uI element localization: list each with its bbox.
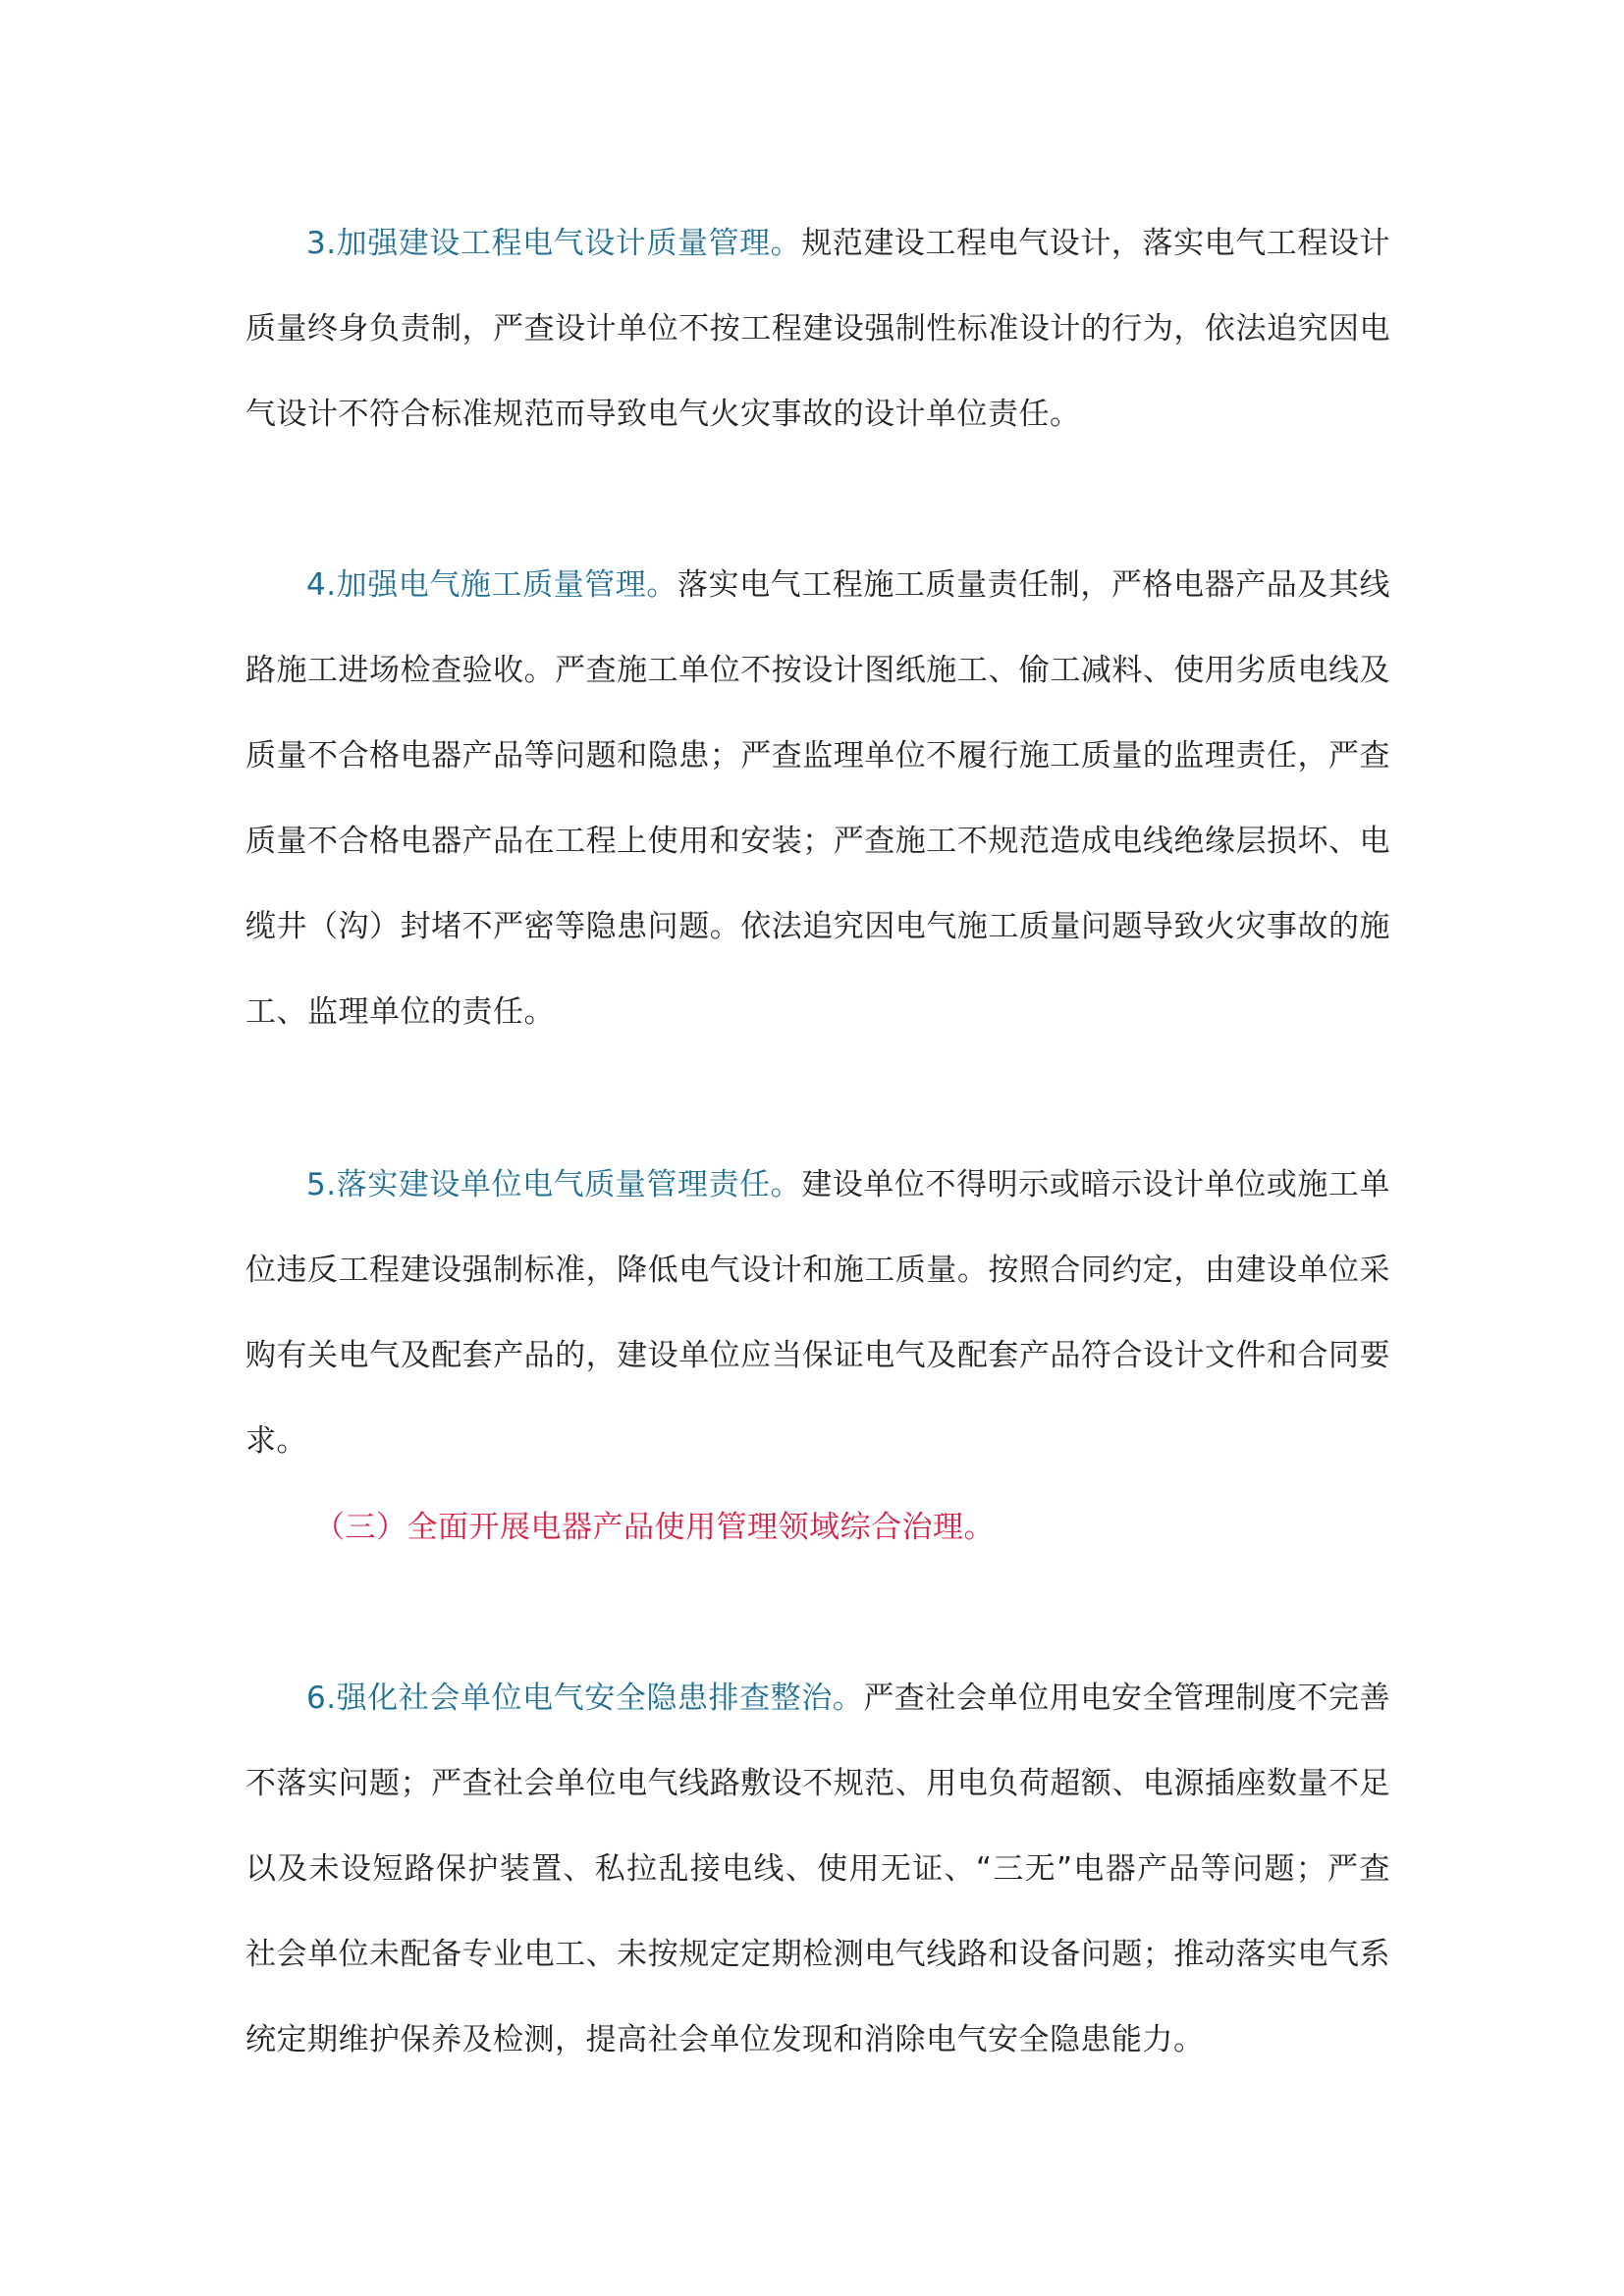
paragraph-3 xyxy=(245,201,1390,457)
paragraph-3-heading: 3.加强建设工程电气设计质量管理。 xyxy=(306,226,802,261)
section-heading-3: （三）全面开展电器产品使用管理领域综合治理。 xyxy=(314,1510,995,1545)
paragraph-4 xyxy=(245,543,1390,1055)
paragraph-6 xyxy=(245,1656,1390,2083)
paragraph-5 xyxy=(245,1143,1390,1484)
paragraph-5-heading: 5.落实建设单位电气质量管理责任。 xyxy=(306,1167,802,1202)
paragraph-6-heading: 6.强化社会单位电气安全隐患排查整治。 xyxy=(306,1681,864,1716)
paragraph-5-body: 建设单位不得明示或暗示设计单位或施工单位违反工程建设强制标准，降低电气设计和施工质量。按照合同约定，由建设单位采购有关电气及配套产品的，建设单位应当保证电气及配套产品符合设计文件和合同要求。 xyxy=(245,1167,1390,1459)
paragraph-4-body: 落实电气工程施工质量责任制，严格电器产品及其线路施工进场检查验收。严查施工单位不按设计图纸施工、偷工减料、使用劣质电线及质量不合格电器产品等问题和隐患；严查监理单位不履行施工质量的监理责任，严查质量不合格电器产品在工程上使用和安装；严查施工不规范造成电线绝缘层损坏、电缆井（沟）封堵不严密等隐患问题。依法追究因电气施工质量问题导致火灾事故的施工、监理单位的责任。 xyxy=(245,567,1391,1030)
paragraph-6-body: 严查社会单位用电安全管理制度不完善不落实问题；严查社会单位电气线路敷设不规范、用电负荷超额、电源插座数量不足以及未设短路保护装置、私拉乱接电线、使用无证、“三无”电器产品等问题；严查社会单位未配备专业电工、未按规定定期检测电气线路和设备问题；推动落实电气系统定期维护保养及检测，提高社会单位发现和消除电气安全隐患能力。 xyxy=(245,1681,1390,2057)
paragraph-4-heading: 4.加强电气施工质量管理。 xyxy=(306,567,677,603)
paragraph-3-body: 规范建设工程电气设计，落实电气工程设计质量终身负责制，严查设计单位不按工程建设强制性标准设计的行为，依法追究因电气设计不符合标准规范而导致电气火灾事故的设计单位责任。 xyxy=(245,226,1390,432)
